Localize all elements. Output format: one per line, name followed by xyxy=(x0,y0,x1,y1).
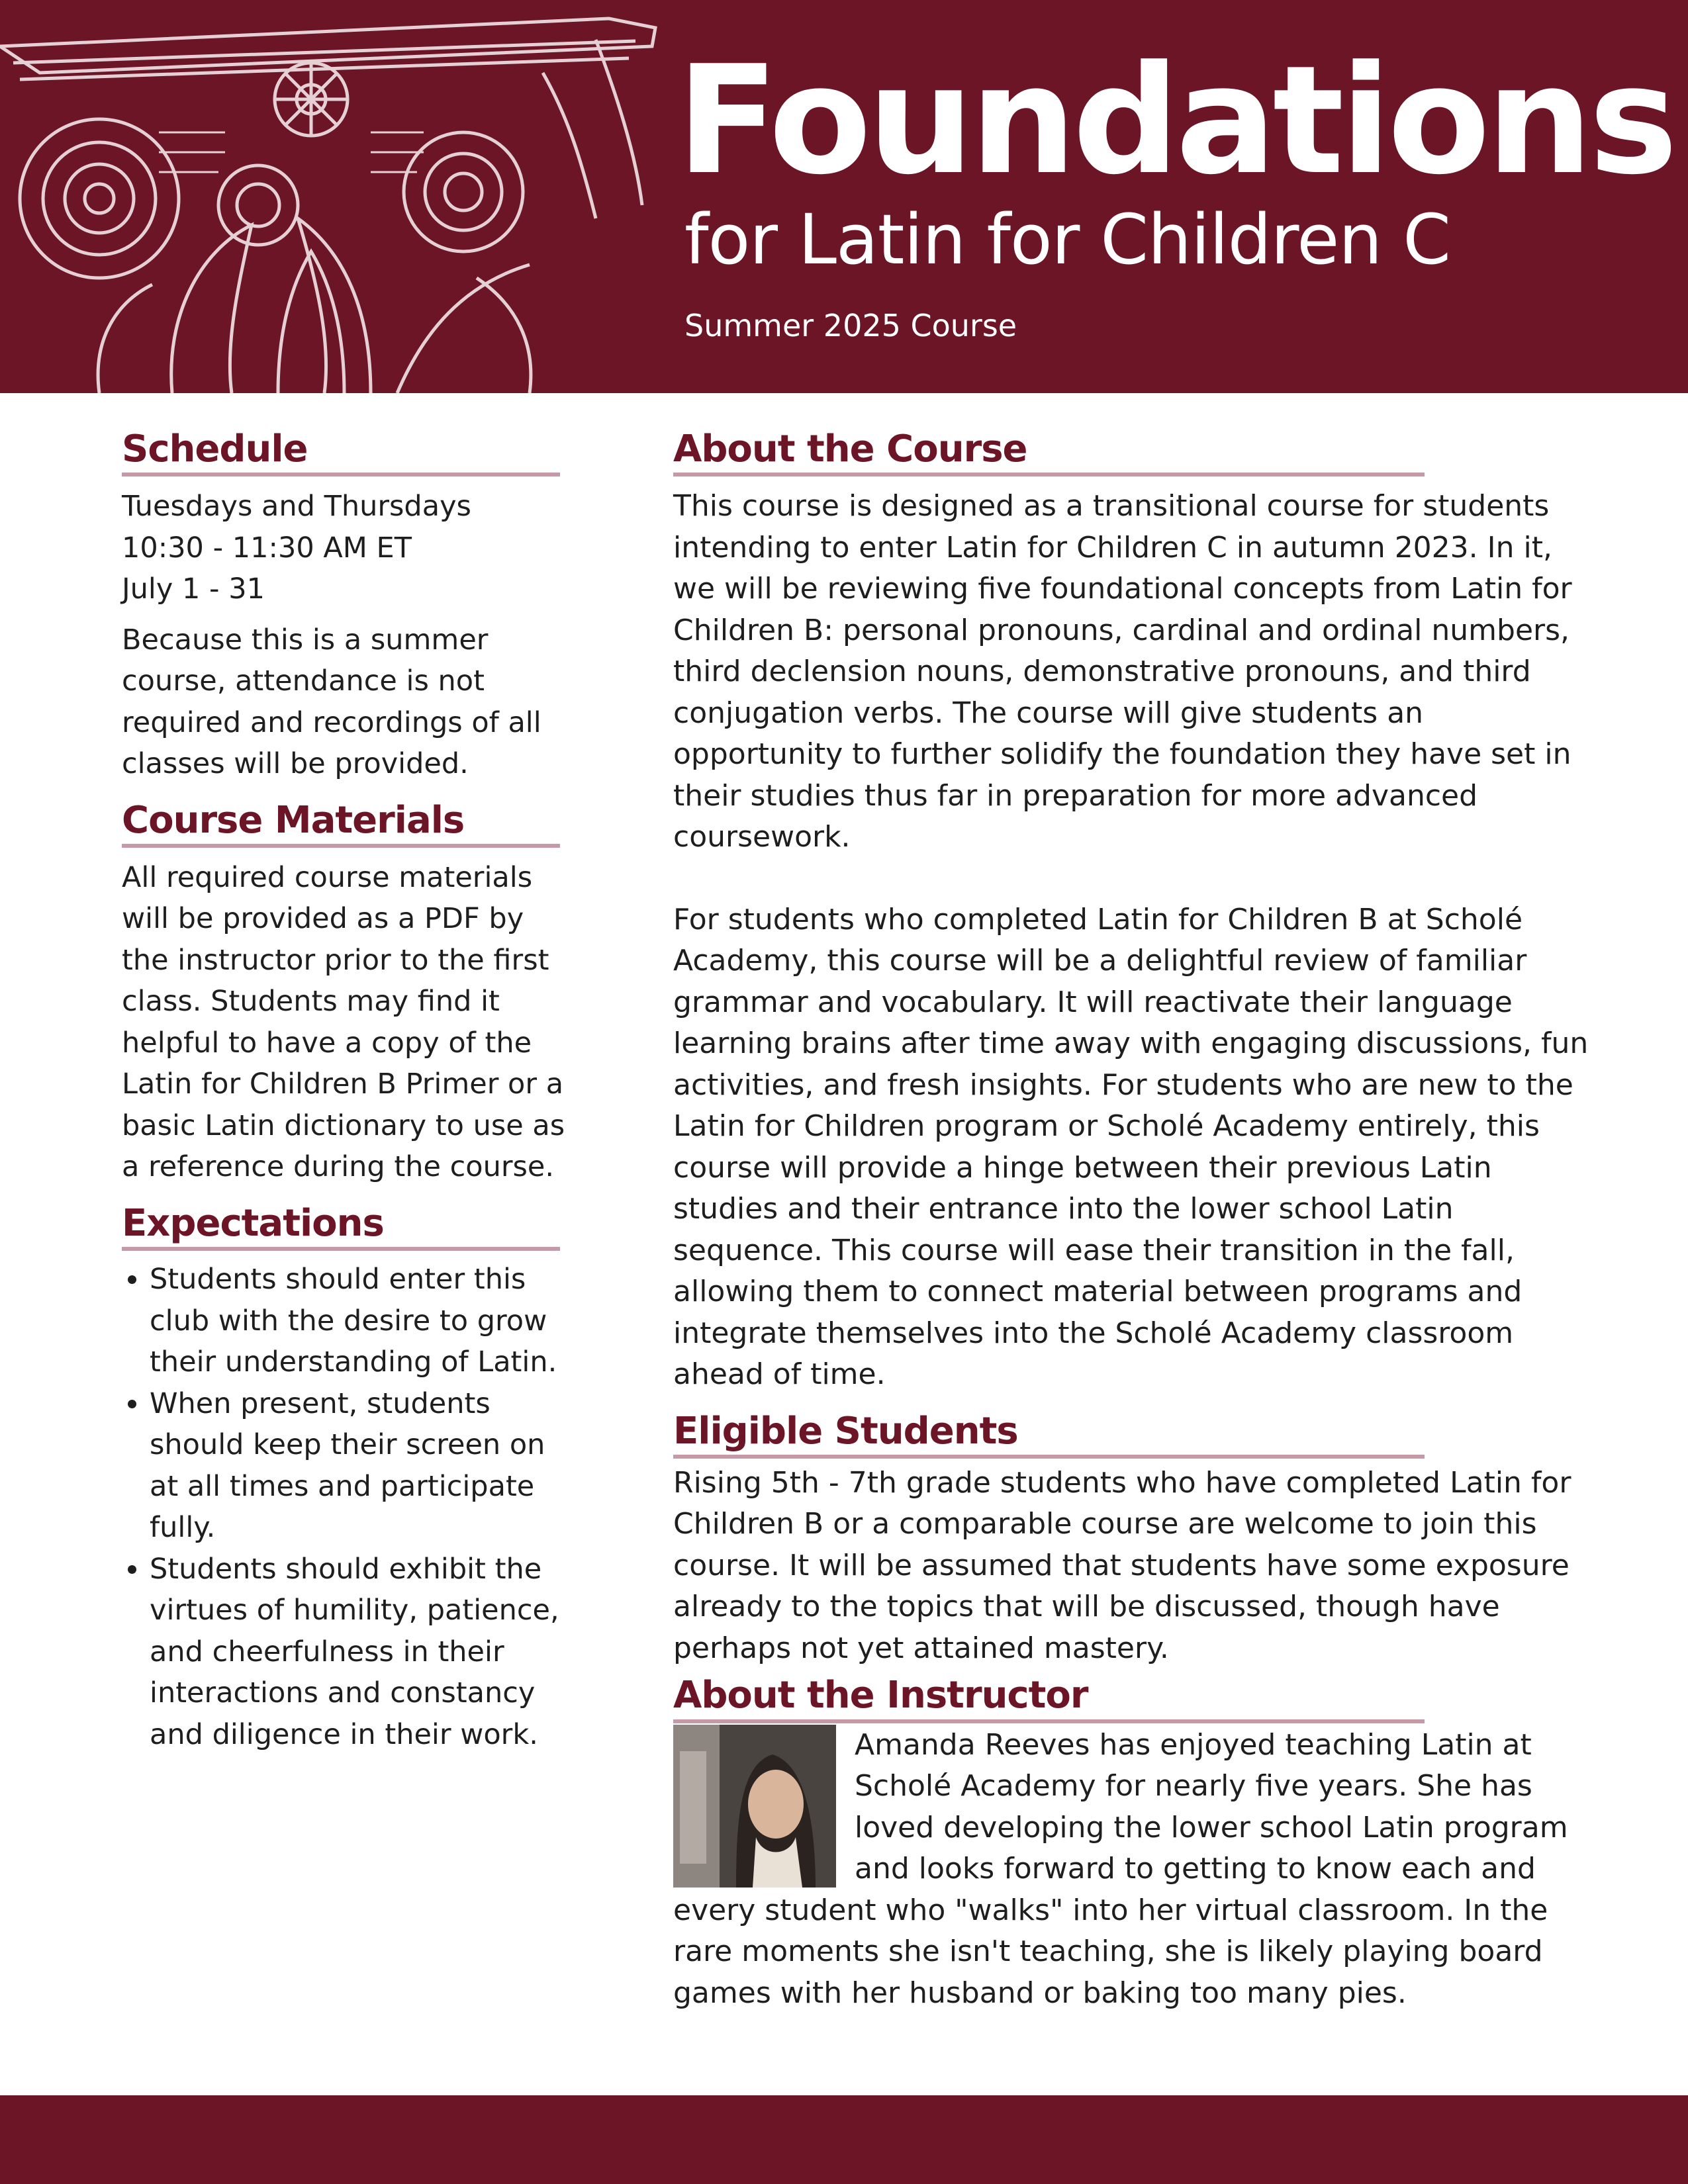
expectations-list xyxy=(122,1259,572,1755)
about-course-section xyxy=(673,427,1600,1396)
expectation-item: • When present, students should keep their screen on at all times and participate fully. xyxy=(150,1383,572,1549)
header-banner xyxy=(0,0,1688,393)
footer-bar xyxy=(0,2095,1688,2184)
schedule-hours: 10:30 - 11:30 AM ET xyxy=(122,531,412,565)
expectations-section xyxy=(122,1201,572,1755)
schedule-heading: Schedule xyxy=(122,427,560,477)
instructor-bio: Amanda Reeves has enjoyed teaching Latin at Scholé Academy for nearly five years. She has loved developing the lower school Latin program and looks forward to getting to know each and every student who "walks" into her virtual classroom. In the rare moments she isn't teaching, she is likely playing board games with her husband or baking too many pies. xyxy=(673,1727,1568,2010)
schedule-days: Tuesdays and Thursdays xyxy=(122,490,471,523)
eligible-heading: Eligible Students xyxy=(673,1409,1425,1459)
page-title: Foundations xyxy=(677,34,1674,208)
schedule-section xyxy=(122,427,572,785)
expectation-item: • Students should exhibit the virtues of humility, patience, and cheerfulness in their interactions and constancy and diligence in their work. xyxy=(150,1549,572,1756)
right-column xyxy=(673,427,1600,2014)
about-course-paragraph: This course is designed as a transitional course for students intending to enter Latin for Children C in autumn 2023. In it, we will be reviewing five foundational concepts from Latin for Children B: personal pronouns, cardinal and ordinal numbers, third declension nouns, demonstrative pronouns, and third conjugation verbs. The course will give students an opportunity to further solidify the foundation they have set in their studies thus far in preparation for more advanced coursework. xyxy=(673,489,1572,854)
schedule-note: Because this is a summer course, attendance is not required and recordings of all classes will be provided. xyxy=(122,623,541,781)
materials-heading: Course Materials xyxy=(122,798,560,848)
eligible-text: Rising 5th - 7th grade students who have completed Latin for Children B or a comparable course are welcome to join this course. It will be assumed that students have some exposure already to the topics that will be discussed, though have perhaps not yet attained mastery. xyxy=(673,1465,1571,1665)
page-subtitle: for Latin for Children C xyxy=(684,199,1450,280)
about-course-heading: About the Course xyxy=(673,427,1425,477)
left-column xyxy=(122,427,572,1755)
instructor-section xyxy=(673,1673,1600,2014)
materials-text: All required course materials will be provided as a PDF by the instructor prior to the first class. Students may find it helpful to have a copy of the Latin for Children B Primer or a basic Latin dictionary to use as a reference during the course. xyxy=(122,860,565,1184)
materials-section xyxy=(122,798,572,1188)
expectation-item: • Students should enter this club with the desire to grow their understanding of Latin. xyxy=(150,1259,572,1383)
about-course-paragraph: For students who completed Latin for Children B at Scholé Academy, this course will be a delightful review of familiar grammar and vocabulary. It will reactivate their language learning brains after time away with engaging discussions, fun activities, and fresh insights. For students who are new to the Latin for Children program or Scholé Academy entirely, this course will provide a hinge between their previous Latin studies and their entrance into the lower school Latin sequence. This course will ease their transition in the fall, allowing them to connect material between programs and integrate themselves into the Scholé Academy classroom ahead of time. xyxy=(673,902,1589,1392)
schedule-dates: July 1 - 31 xyxy=(122,572,265,606)
instructor-photo xyxy=(673,1725,836,1888)
corinthian-capital-illustration xyxy=(0,0,669,393)
expectations-heading: Expectations xyxy=(122,1201,560,1251)
eligible-section xyxy=(673,1409,1600,1670)
schedule-times xyxy=(122,486,572,610)
instructor-heading: About the Instructor xyxy=(673,1673,1425,1723)
course-term: Summer 2025 Course xyxy=(684,308,1017,343)
instructor-bio-block xyxy=(673,1725,1600,2015)
